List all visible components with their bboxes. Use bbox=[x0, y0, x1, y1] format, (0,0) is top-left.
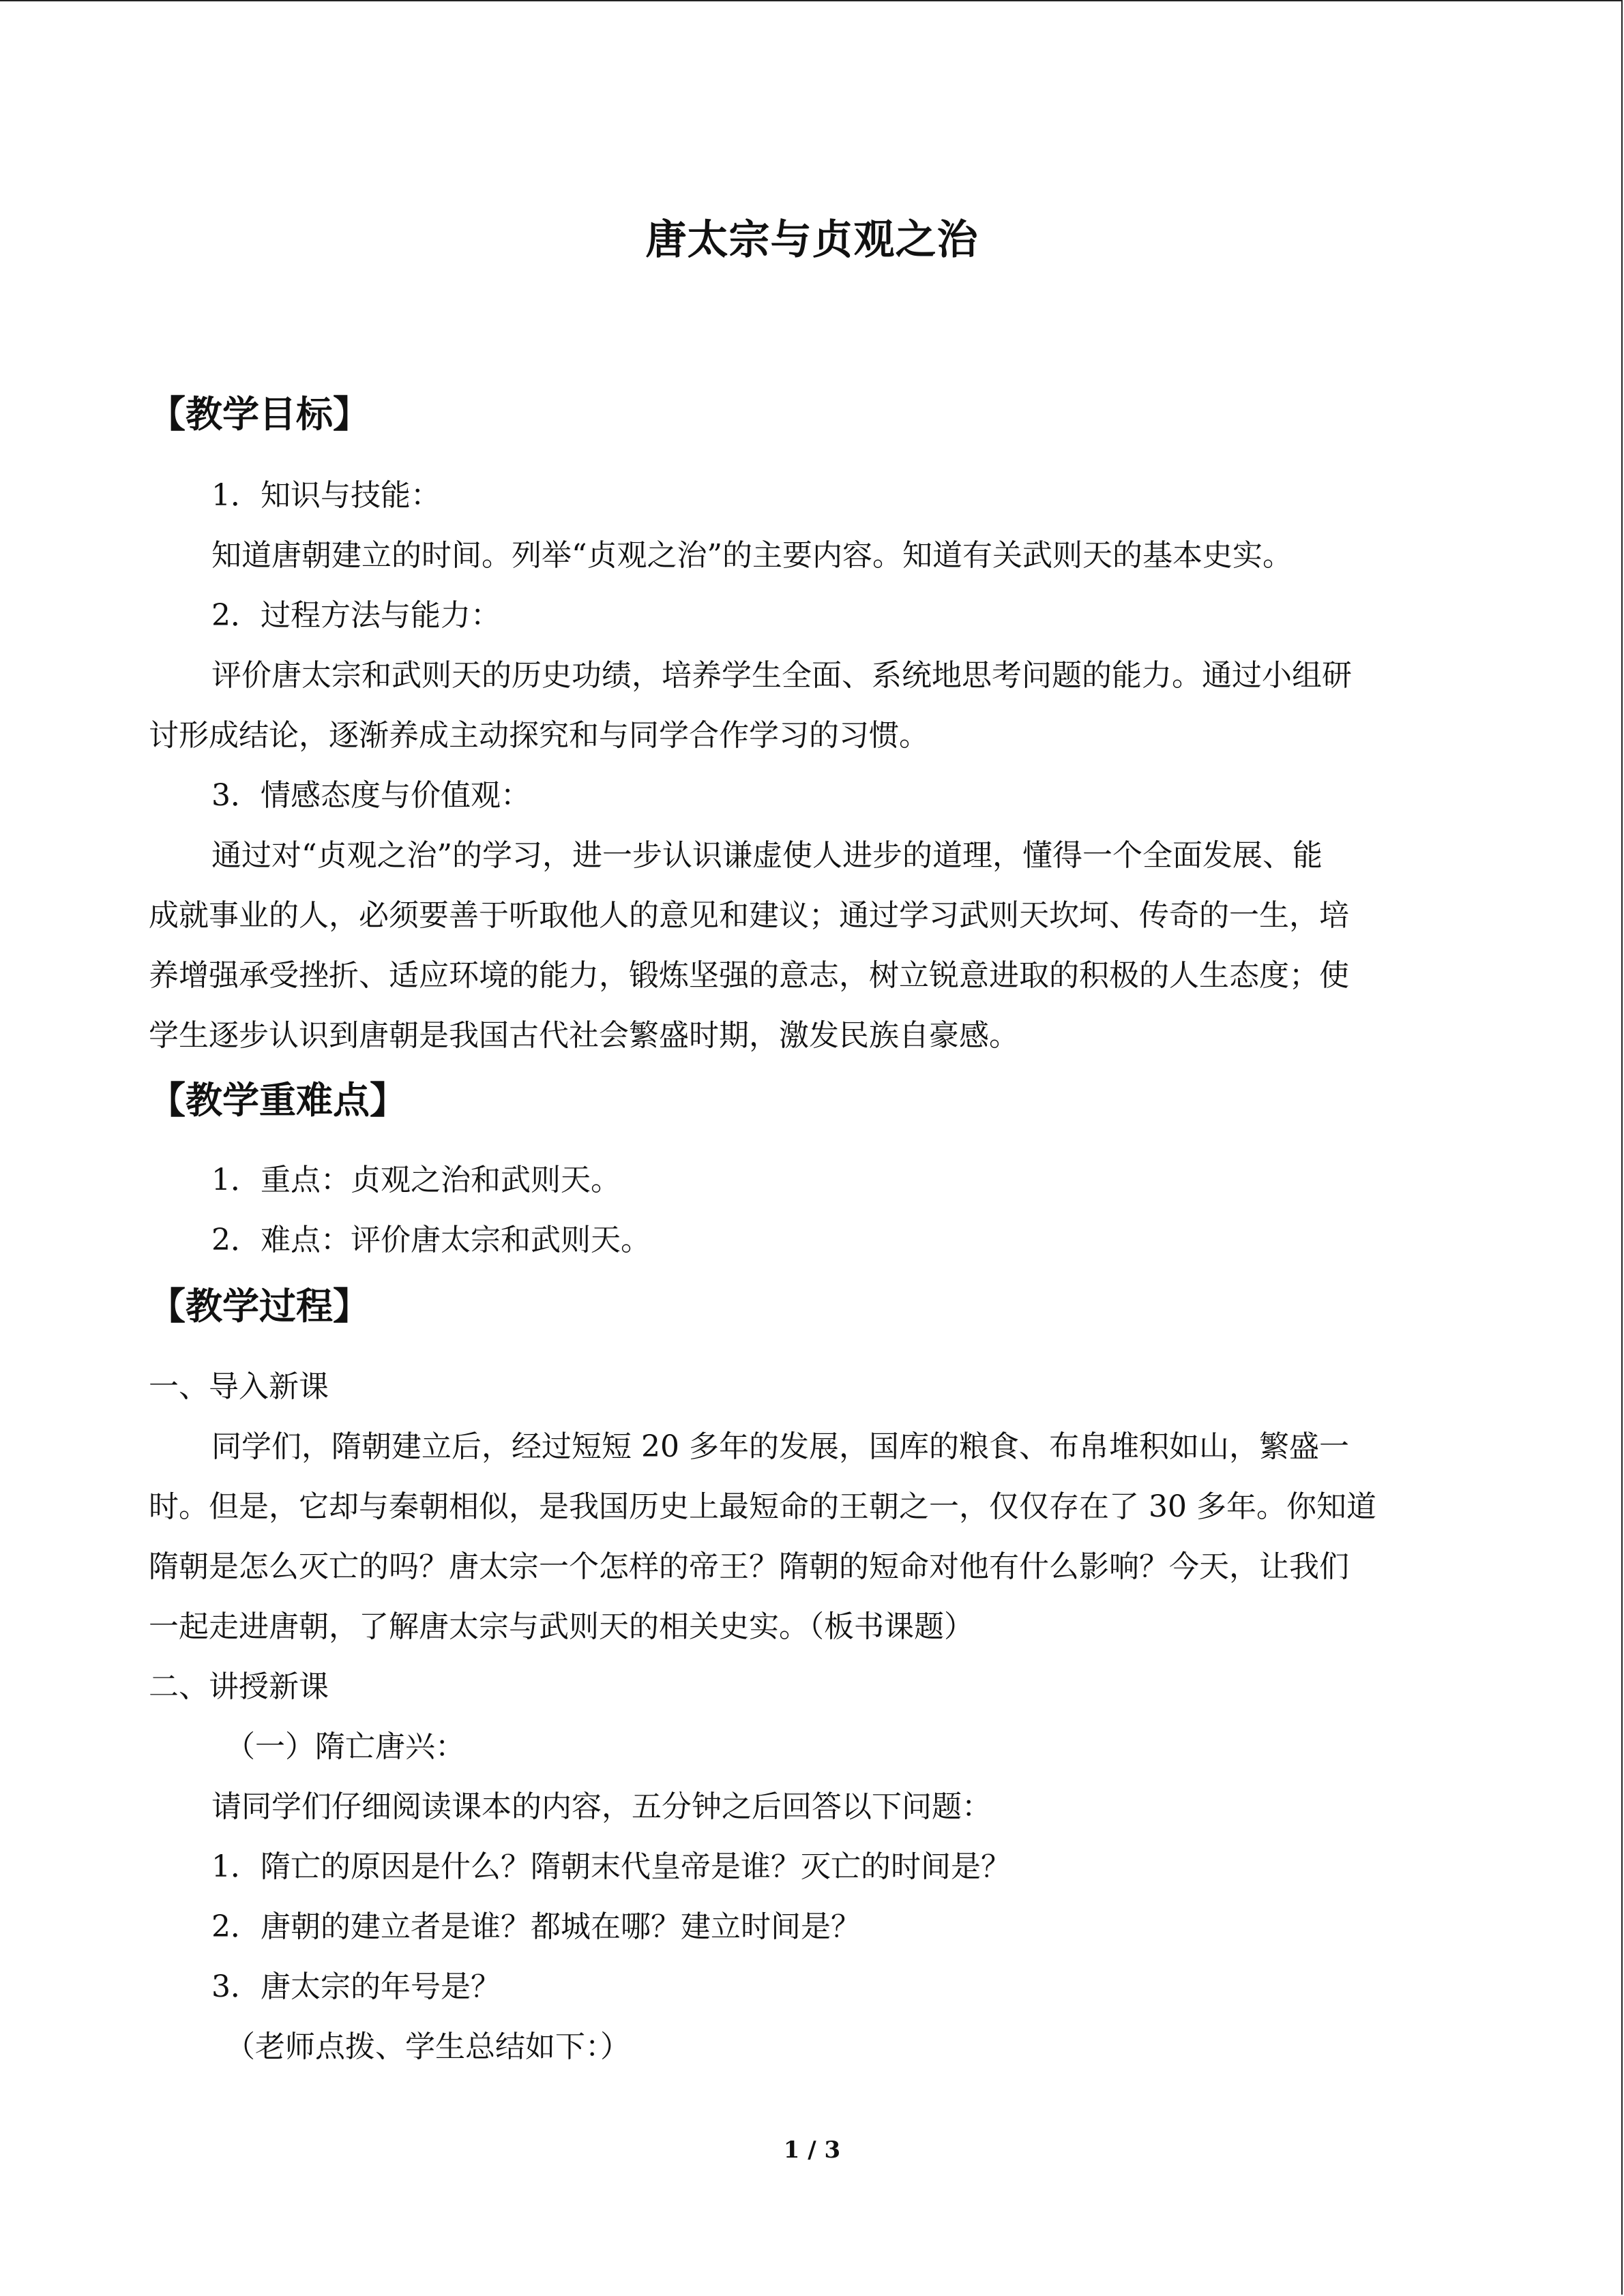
objective-1-title: 1．知识与技能： bbox=[211, 478, 441, 513]
objective-3-text-line2: 成就事业的人，必须要善于听取他人的意见和建议；通过学习武则天坎坷、传奇的一生，培 bbox=[149, 898, 1349, 933]
process-intro-line1: 同学们，隋朝建立后，经过短短 20 多年的发展，国库的粮食、布帛堆积如山，繁盛一 bbox=[211, 1429, 1349, 1464]
objective-2-title: 2．过程方法与能力： bbox=[211, 598, 501, 633]
process-summary-note: （老师点拨、学生总结如下：） bbox=[225, 2029, 630, 2064]
heading-objectives: 【教学目标】 bbox=[149, 392, 370, 436]
key-point-1: 1．重点：贞观之治和武则天。 bbox=[211, 1163, 621, 1197]
page-number: 1 / 3 bbox=[783, 2136, 841, 2164]
process-intro-line3: 隋朝是怎么灭亡的吗？唐太宗一个怎样的帝王？隋朝的短命对他有什么影响？今天，让我们 bbox=[149, 1549, 1349, 1584]
process-part-1-title: 一、导入新课 bbox=[149, 1369, 329, 1404]
objective-3-title: 3．情感态度与价值观： bbox=[211, 778, 531, 813]
heading-key-points: 【教学重难点】 bbox=[149, 1078, 407, 1122]
process-subsection-1: （一）隋亡唐兴： bbox=[225, 1729, 465, 1764]
objective-3-text-line4: 学生逐步认识到唐朝是我国古代社会繁盛时期，激发民族自豪感。 bbox=[149, 1018, 1019, 1053]
process-question-3: 3．唐太宗的年号是？ bbox=[211, 1969, 501, 2004]
key-point-2: 2．难点：评价唐太宗和武则天。 bbox=[211, 1223, 651, 1257]
process-intro-line2: 时。但是，它却与秦朝相似，是我国历史上最短命的王朝之一，仅仅存在了 30 多年。你知道 bbox=[149, 1489, 1376, 1524]
document-title: 唐太宗与贞观之治 bbox=[645, 216, 979, 264]
process-intro-line4: 一起走进唐朝，了解唐太宗与武则天的相关史实。（板书课题） bbox=[149, 1609, 974, 1644]
objective-1-text: 知道唐朝建立的时间。列举“贞观之治”的主要内容。知道有关武则天的基本史实。 bbox=[211, 538, 1293, 573]
process-question-2: 2．唐朝的建立者是谁？都城在哪？建立时间是？ bbox=[211, 1909, 861, 1944]
heading-process: 【教学过程】 bbox=[149, 1284, 370, 1328]
objective-3-text-line3: 养增强承受挫折、适应环境的能力，锻炼坚强的意志，树立锐意进取的积极的人生态度；使 bbox=[149, 958, 1349, 993]
process-part-2-title: 二、讲授新课 bbox=[149, 1669, 329, 1704]
objective-2-text-line2: 讨形成结论，逐渐养成主动探究和与同学合作学习的习惯。 bbox=[149, 718, 929, 753]
process-question-1: 1．隋亡的原因是什么？隋朝末代皇帝是谁？灭亡的时间是？ bbox=[211, 1849, 1011, 1884]
process-instruction: 请同学们仔细阅读课本的内容，五分钟之后回答以下问题： bbox=[211, 1789, 992, 1824]
objective-2-text-line1: 评价唐太宗和武则天的历史功绩，培养学生全面、系统地思考问题的能力。通过小组研 bbox=[211, 658, 1352, 693]
objective-3-text-line1: 通过对“贞观之治”的学习，进一步认识谦虚使人进步的道理，懂得一个全面发展、能 bbox=[211, 838, 1323, 873]
